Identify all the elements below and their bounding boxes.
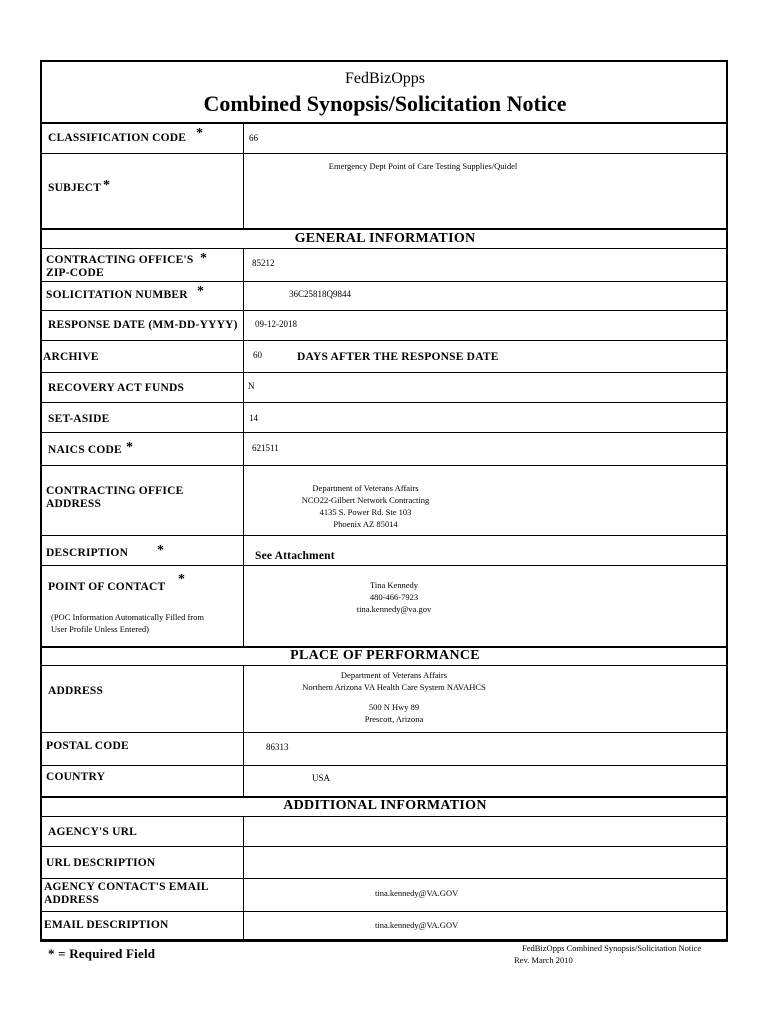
subject-label: SUBJECT xyxy=(48,182,102,194)
office-address-label-line2: ADDRESS xyxy=(46,498,102,510)
country-value[interactable]: USA xyxy=(312,773,331,783)
archive-suffix: DAYS AFTER THE RESPONSE DATE xyxy=(297,351,499,363)
brand-name: FedBizOpps xyxy=(345,70,425,87)
archive-label: ARCHIVE xyxy=(43,351,99,363)
office-address-value[interactable] xyxy=(243,482,488,530)
required-marker: * xyxy=(126,440,133,455)
solicitation-number-label: SOLICITATION NUMBER xyxy=(46,289,188,301)
poc-email: tina.kennedy@va.gov xyxy=(356,604,432,614)
description-value[interactable]: See Attachment xyxy=(255,550,335,562)
required-marker: * xyxy=(197,284,204,299)
required-field-note: * = Required Field xyxy=(48,946,156,961)
set-aside-value[interactable]: 14 xyxy=(249,413,258,423)
address-line: Department of Veterans Affairs xyxy=(340,670,448,680)
zip-value[interactable]: 85212 xyxy=(252,258,275,268)
address-line: Phoenix AZ 85014 xyxy=(333,519,398,529)
classification-code-value[interactable]: 66 xyxy=(249,133,258,143)
poc-note-line2: User Profile Unless Entered) xyxy=(51,624,149,634)
place-of-performance-heading: PLACE OF PERFORMANCE xyxy=(290,648,480,663)
address-line xyxy=(243,693,545,701)
required-marker: * xyxy=(178,572,185,587)
postal-code-value[interactable]: 86313 xyxy=(266,742,289,752)
poc-note-line1: (POC Information Automatically Filled from xyxy=(51,612,204,622)
contact-email-label-line1: AGENCY CONTACT'S EMAIL xyxy=(44,881,209,893)
email-description-label: EMAIL DESCRIPTION xyxy=(44,919,169,931)
solicitation-number-value[interactable]: 36C25818Q9844 xyxy=(289,289,352,299)
contact-email-label-line2: ADDRESS xyxy=(44,894,100,906)
poc-value[interactable] xyxy=(243,579,545,615)
country-label: COUNTRY xyxy=(46,771,106,783)
set-aside-label: SET-ASIDE xyxy=(48,413,110,425)
additional-information-heading: ADDITIONAL INFORMATION xyxy=(283,798,487,813)
recovery-act-label: RECOVERY ACT FUNDS xyxy=(48,382,185,394)
form-name-footer: FedBizOpps Combined Synopsis/Solicitation Notice xyxy=(522,943,702,953)
poc-name: Tina Kennedy xyxy=(369,580,419,590)
performance-address-value[interactable] xyxy=(243,669,545,725)
description-label: DESCRIPTION xyxy=(46,547,129,559)
form-revision: Rev. March 2010 xyxy=(514,955,573,965)
general-information-heading: GENERAL INFORMATION xyxy=(294,231,476,246)
zip-label-line2: ZIP-CODE xyxy=(46,267,104,279)
email-description-value[interactable]: tina.kennedy@VA.GOV xyxy=(375,920,459,930)
naics-label: NAICS CODE xyxy=(48,444,122,456)
required-marker: * xyxy=(103,178,110,193)
required-marker: * xyxy=(200,251,207,266)
point-of-contact-label: POINT OF CONTACT xyxy=(48,581,166,593)
agency-url-label: AGENCY'S URL xyxy=(48,826,137,838)
subject-value[interactable]: Emergency Dept Point of Care Testing Supplies/Quidel xyxy=(328,161,518,171)
archive-value[interactable]: 60 xyxy=(253,350,262,360)
naics-value[interactable]: 621511 xyxy=(252,443,279,453)
address-line: Northern Arizona VA Health Care System NAVAHCS xyxy=(302,682,486,692)
address-line: Prescott, Arizona xyxy=(364,714,424,724)
address-line: Department of Veterans Affairs xyxy=(312,483,419,493)
office-address-label-line1: CONTRACTING OFFICE xyxy=(46,485,184,497)
contact-email-value[interactable]: tina.kennedy@VA.GOV xyxy=(375,888,459,898)
postal-code-label: POSTAL CODE xyxy=(46,740,129,752)
url-description-label: URL DESCRIPTION xyxy=(46,857,156,869)
poc-phone: 480-466-7923 xyxy=(369,592,419,602)
form-title: Combined Synopsis/Solicitation Notice xyxy=(203,91,567,116)
classification-code-label: CLASSIFICATION CODE xyxy=(48,132,187,144)
address-line: 4135 S. Power Rd. Ste 103 xyxy=(319,507,412,517)
required-marker: * xyxy=(157,543,164,558)
response-date-value[interactable]: 09-12-2018 xyxy=(255,319,297,329)
address-line: 500 N Hwy 89 xyxy=(368,702,420,712)
recovery-act-value[interactable]: N xyxy=(248,381,255,391)
performance-address-label: ADDRESS xyxy=(48,685,104,697)
required-marker: * xyxy=(196,126,203,141)
address-line: NCO22-Gilbert Network Contracting xyxy=(301,495,430,505)
notice-form xyxy=(40,60,728,942)
response-date-label: RESPONSE DATE (MM-DD-YYYY) xyxy=(48,319,238,331)
zip-label-line1: CONTRACTING OFFICE'S xyxy=(46,254,194,266)
